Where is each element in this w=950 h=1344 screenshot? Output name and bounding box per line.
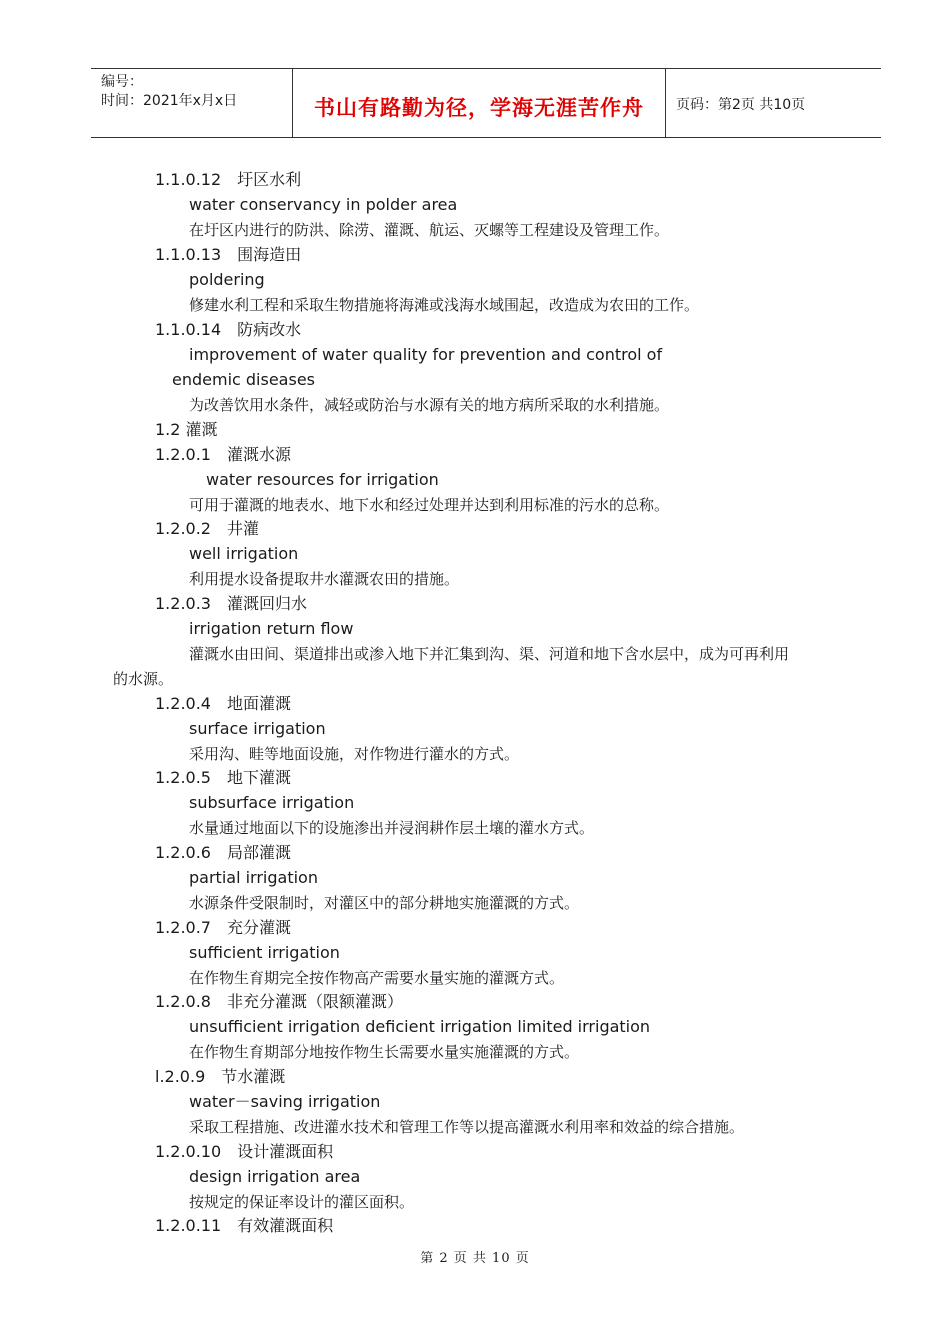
term-line: 1.1.0.12 圩区水利 (155, 170, 302, 189)
definition-text: 采取工程措施、改进灌水技术和管理工作等以提高灌溉水利用率和效益的综合措施。 (189, 1118, 745, 1136)
definition-text: 按规定的保证率设计的灌区面积。 (189, 1193, 415, 1211)
term-line: improvement of water quality for prevention and control of (189, 345, 663, 364)
definition-text: 水源条件受限制时，对灌区中的部分耕地实施灌溉的方式。 (189, 894, 580, 912)
term-line: water－saving irrigation (189, 1092, 381, 1111)
definition-text: 采用沟、畦等地面设施，对作物进行灌水的方式。 (189, 745, 520, 763)
definition-text: 可用于灌溉的地表水、地下水和经过处理并达到利用标准的污水的总称。 (189, 496, 670, 514)
header-page-cell (666, 69, 881, 137)
term-line: 1.1.0.13 围海造田 (155, 245, 302, 264)
term-line: poldering (189, 270, 265, 289)
header-motto-cell (293, 69, 666, 137)
definition-text: 的水源。 (113, 670, 174, 688)
definition-text: 利用提水设备提取井水灌溉农田的措施。 (189, 570, 460, 588)
header-meta-cell (91, 69, 293, 137)
term-line: 1.2.0.5 地下灌溉 (155, 768, 291, 787)
definition-text: 在作物生育期部分地按作物生长需要水量实施灌溉的方式。 (189, 1043, 580, 1061)
term-line: endemic diseases (172, 370, 315, 389)
term-line: 1.2.0.8 非充分灌溉（限额灌溉） (155, 992, 403, 1011)
definition-text: 为改善饮用水条件，减轻或防治与水源有关的地方病所采取的水利措施。 (189, 396, 670, 414)
term-line: irrigation return flow (189, 619, 354, 638)
term-line: surface irrigation (189, 719, 326, 738)
motto: 书山有路勤为径，学海无涯苦作舟 (314, 95, 644, 120)
term-line: partial irrigation (189, 868, 318, 887)
time-label: 时间：2021年x月x日 (101, 93, 238, 109)
definition-text: 灌溉水由田间、渠道排出或渗入地下并汇集到沟、渠、河道和地下含水层中，成为可再利用 (189, 645, 790, 663)
term-line: well irrigation (189, 544, 299, 563)
term-line: unsufficient irrigation deficient irrigation limited irrigation (189, 1017, 651, 1036)
term-line: water resources for irrigation (206, 470, 439, 489)
term-line: subsurface irrigation (189, 793, 355, 812)
definition-text: 在圩区内进行的防洪、除涝、灌溉、航运、灭螺等工程建设及管理工作。 (189, 221, 670, 239)
term-line: water conservancy in polder area (189, 195, 458, 214)
definition-text: 修建水利工程和采取生物措施将海滩或浅海水域围起，改造成为农田的工作。 (189, 296, 700, 314)
page-footer: 第 2 页 共 10 页 (420, 1251, 530, 1266)
term-line: 1.1.0.14 防病改水 (155, 320, 302, 339)
definition-text: 水量通过地面以下的设施渗出并浸润耕作层土壤的灌水方式。 (189, 819, 595, 837)
term-line: 1.2.0.3 灌溉回归水 (155, 594, 307, 613)
term-line: 1.2.0.6 局部灌溉 (155, 843, 291, 862)
term-line: 1.2.0.11 有效灌溉面积 (155, 1216, 334, 1235)
term-line: 1.2.0.4 地面灌溉 (155, 694, 291, 713)
page-header (91, 68, 881, 138)
page-info: 页码：第2页 共10页 (676, 97, 806, 113)
number-label: 编号： (101, 74, 143, 90)
term-line: 1.2 灌溉 (155, 420, 218, 439)
term-line: 1.2.0.1 灌溉水源 (155, 445, 291, 464)
term-line: 1.2.0.7 充分灌溉 (155, 918, 291, 937)
term-line: design irrigation area (189, 1167, 361, 1186)
term-line: sufficient irrigation (189, 943, 340, 962)
definition-text: 在作物生育期完全按作物高产需要水量实施的灌溉方式。 (189, 969, 565, 987)
term-line: 1.2.0.10 设计灌溉面积 (155, 1142, 334, 1161)
term-line: 1.2.0.2 井灌 (155, 519, 259, 538)
term-line: l.2.0.9 节水灌溉 (155, 1067, 286, 1086)
